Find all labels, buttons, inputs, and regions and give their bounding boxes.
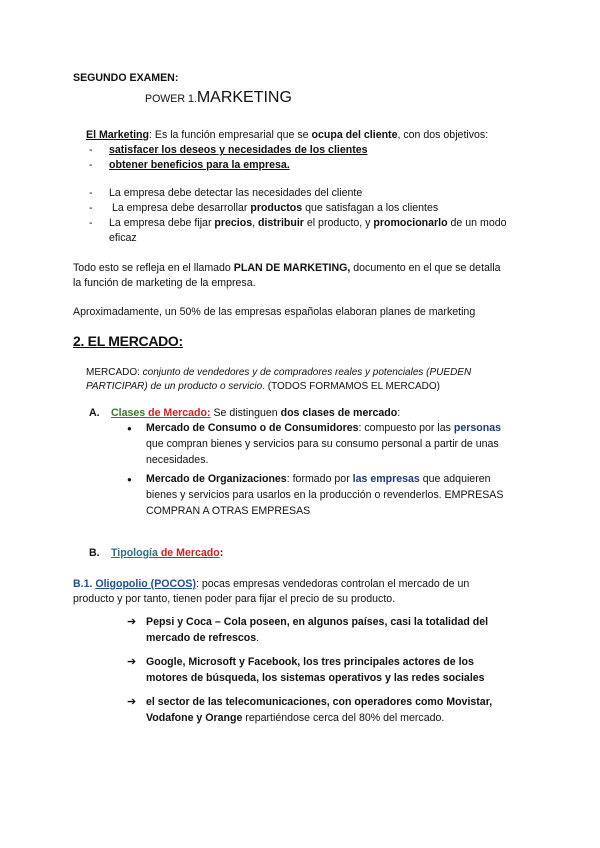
example-text: Google, Microsoft y Facebook, los tres principales actores de los <box>146 656 474 668</box>
example-text: Vodafone y Orange <box>146 712 243 724</box>
example-text: mercado de refrescos <box>146 632 257 644</box>
bullet-dot-icon: ● <box>127 475 132 484</box>
arrow-right-icon: ➔ <box>127 656 137 668</box>
objective-text: empresa. <box>240 159 290 171</box>
duty-bold: distribuir <box>258 217 304 229</box>
example-text: . <box>256 632 260 644</box>
power-title: MARKETING <box>196 89 292 106</box>
definition-bold: ocupa del cliente <box>311 129 398 141</box>
b1-label: B.1. <box>73 578 96 590</box>
dash-bullet: - <box>89 202 93 214</box>
organizaciones-highlight: las empresas <box>352 473 420 485</box>
bullet-dot-icon: ● <box>127 424 132 433</box>
duty-bold: precios <box>214 217 253 229</box>
organizaciones-text: : formado por <box>286 473 353 485</box>
consumo-text: : compuesto por las <box>358 422 454 434</box>
arrow-right-icon: ➔ <box>127 696 137 708</box>
part-a-text: Se distinguen <box>210 407 281 419</box>
b1-text: : pocas empresas vendedoras controlan el mercado de un <box>196 578 470 590</box>
objective-item-2 <box>89 157 290 173</box>
part-a-letter: A. <box>89 407 100 419</box>
part-a-text: : <box>397 407 401 419</box>
definition-term: El Marketing <box>86 129 149 141</box>
organizaciones-text: que adquieren <box>419 473 491 485</box>
mercado-label: MERCADO: <box>86 367 143 378</box>
dash-bullet: - <box>89 159 93 171</box>
dash-bullet: - <box>89 217 93 229</box>
example-text: el sector de las telecomunicaciones, con operadores como Movistar, <box>146 696 493 708</box>
part-b-colon: : <box>219 547 224 559</box>
part-a-bold: dos clases de mercado <box>280 407 398 419</box>
exam-title: SEGUNDO EXAMEN: <box>73 72 179 84</box>
example-item-3 <box>127 694 547 726</box>
example-item-1 <box>127 614 547 646</box>
duty-item-3 <box>89 215 507 231</box>
b1-paragraph <box>73 576 469 592</box>
part-a-heading <box>89 405 400 421</box>
duty-item-3-continuation: eficaz <box>109 232 137 244</box>
duty-bold: productos <box>250 202 303 214</box>
consumo-text-line-2: que compran bienes y servicios para su consumo personal a partir de unas <box>146 438 499 450</box>
example-text: repartiéndose cerca del 80% del mercado. <box>242 712 445 724</box>
organizaciones-text-line-2: bienes y servicios para usarlos en la producción o revenderlos. EMPRESAS <box>146 489 504 501</box>
mercado-definition-text: conjunto de vendedores y de compradores reales y potenciales (PUEDEN <box>142 367 472 378</box>
consumo-text-line-3: necesidades. <box>146 454 209 466</box>
example-item-2 <box>127 654 547 686</box>
objective-text: satisfacer los deseos y necesidades <box>109 144 292 156</box>
part-b-title: de Mercado <box>157 547 220 559</box>
mercado-definition-line-2 <box>86 379 440 395</box>
duty-text: La empresa debe desarrollar <box>109 202 251 214</box>
consumo-title: Mercado de Consumo o de Consumidores <box>146 422 359 434</box>
part-b-title: Tipología <box>111 547 158 559</box>
plan-paragraph-line-2: la función de marketing de la empresa. <box>73 277 256 289</box>
organizaciones-title: Mercado de Organizaciones <box>146 473 287 485</box>
plan-text: documento en el que se detalla <box>350 262 501 274</box>
duty-text: el producto, y <box>303 217 374 229</box>
part-a-title: Clases <box>111 407 149 419</box>
mercado-definition-tail: . (TODOS FORMAMOS EL MERCADO) <box>262 381 440 392</box>
organizaciones-text-line-3: COMPRAN A OTRAS EMPRESAS <box>146 505 311 517</box>
section-heading-mercado: 2. EL MERCADO: <box>73 333 183 349</box>
plan-bold: PLAN DE MARKETING, <box>233 262 351 274</box>
arrow-right-icon: ➔ <box>127 616 137 628</box>
list-item-consumo <box>127 420 547 468</box>
definition-tail: , con dos objetivos: <box>397 129 489 141</box>
objective-text: obtener beneficios para la <box>109 159 241 171</box>
b1-title: Oligopolio (POCOS) <box>95 578 197 590</box>
list-item-organizaciones <box>127 471 547 519</box>
consumo-highlight: personas <box>453 422 501 434</box>
duty-item-2 <box>89 200 438 216</box>
mercado-definition-text: PARTICIPAR) de un producto o servicio <box>86 381 263 392</box>
part-a-title: de Mercado: <box>148 407 211 419</box>
duty-text: La empresa debe detectar las necesidades del cliente <box>109 187 363 199</box>
objective-item-1 <box>89 142 368 158</box>
dash-bullet: - <box>89 144 93 156</box>
definition-text: : Es la función empresarial que se <box>149 129 312 141</box>
power-title-line <box>145 89 292 107</box>
example-text: Pepsi y Coca – Cola poseen, en algunos países, casi la totalidad del <box>146 616 489 628</box>
marketing-definition <box>86 127 488 143</box>
b1-paragraph-line-2: producto y por tanto, tienen poder para fijar el precio de su producto. <box>73 593 396 605</box>
example-text: motores de búsqueda, los sistemas operativos y las redes sociales <box>146 672 485 684</box>
duty-text: de un modo <box>447 217 507 229</box>
duty-bold: promocionarlo <box>373 217 448 229</box>
plan-text: Todo esto se refleja en el llamado <box>73 262 234 274</box>
duty-text: La empresa debe fijar <box>109 217 215 229</box>
objective-text: de los clientes <box>291 144 368 156</box>
power-prefix: POWER 1. <box>145 93 197 105</box>
duty-text: que satisfagan a los clientes <box>302 202 439 214</box>
plan-paragraph <box>73 260 501 276</box>
duty-text: , <box>252 217 258 229</box>
duty-item-1 <box>89 185 362 201</box>
dash-bullet: - <box>89 187 93 199</box>
part-b-letter: B. <box>89 547 100 559</box>
part-b-heading <box>89 545 223 561</box>
stat-paragraph: Aproximadamente, un 50% de las empresas españolas elaboran planes de marketing <box>73 306 476 318</box>
